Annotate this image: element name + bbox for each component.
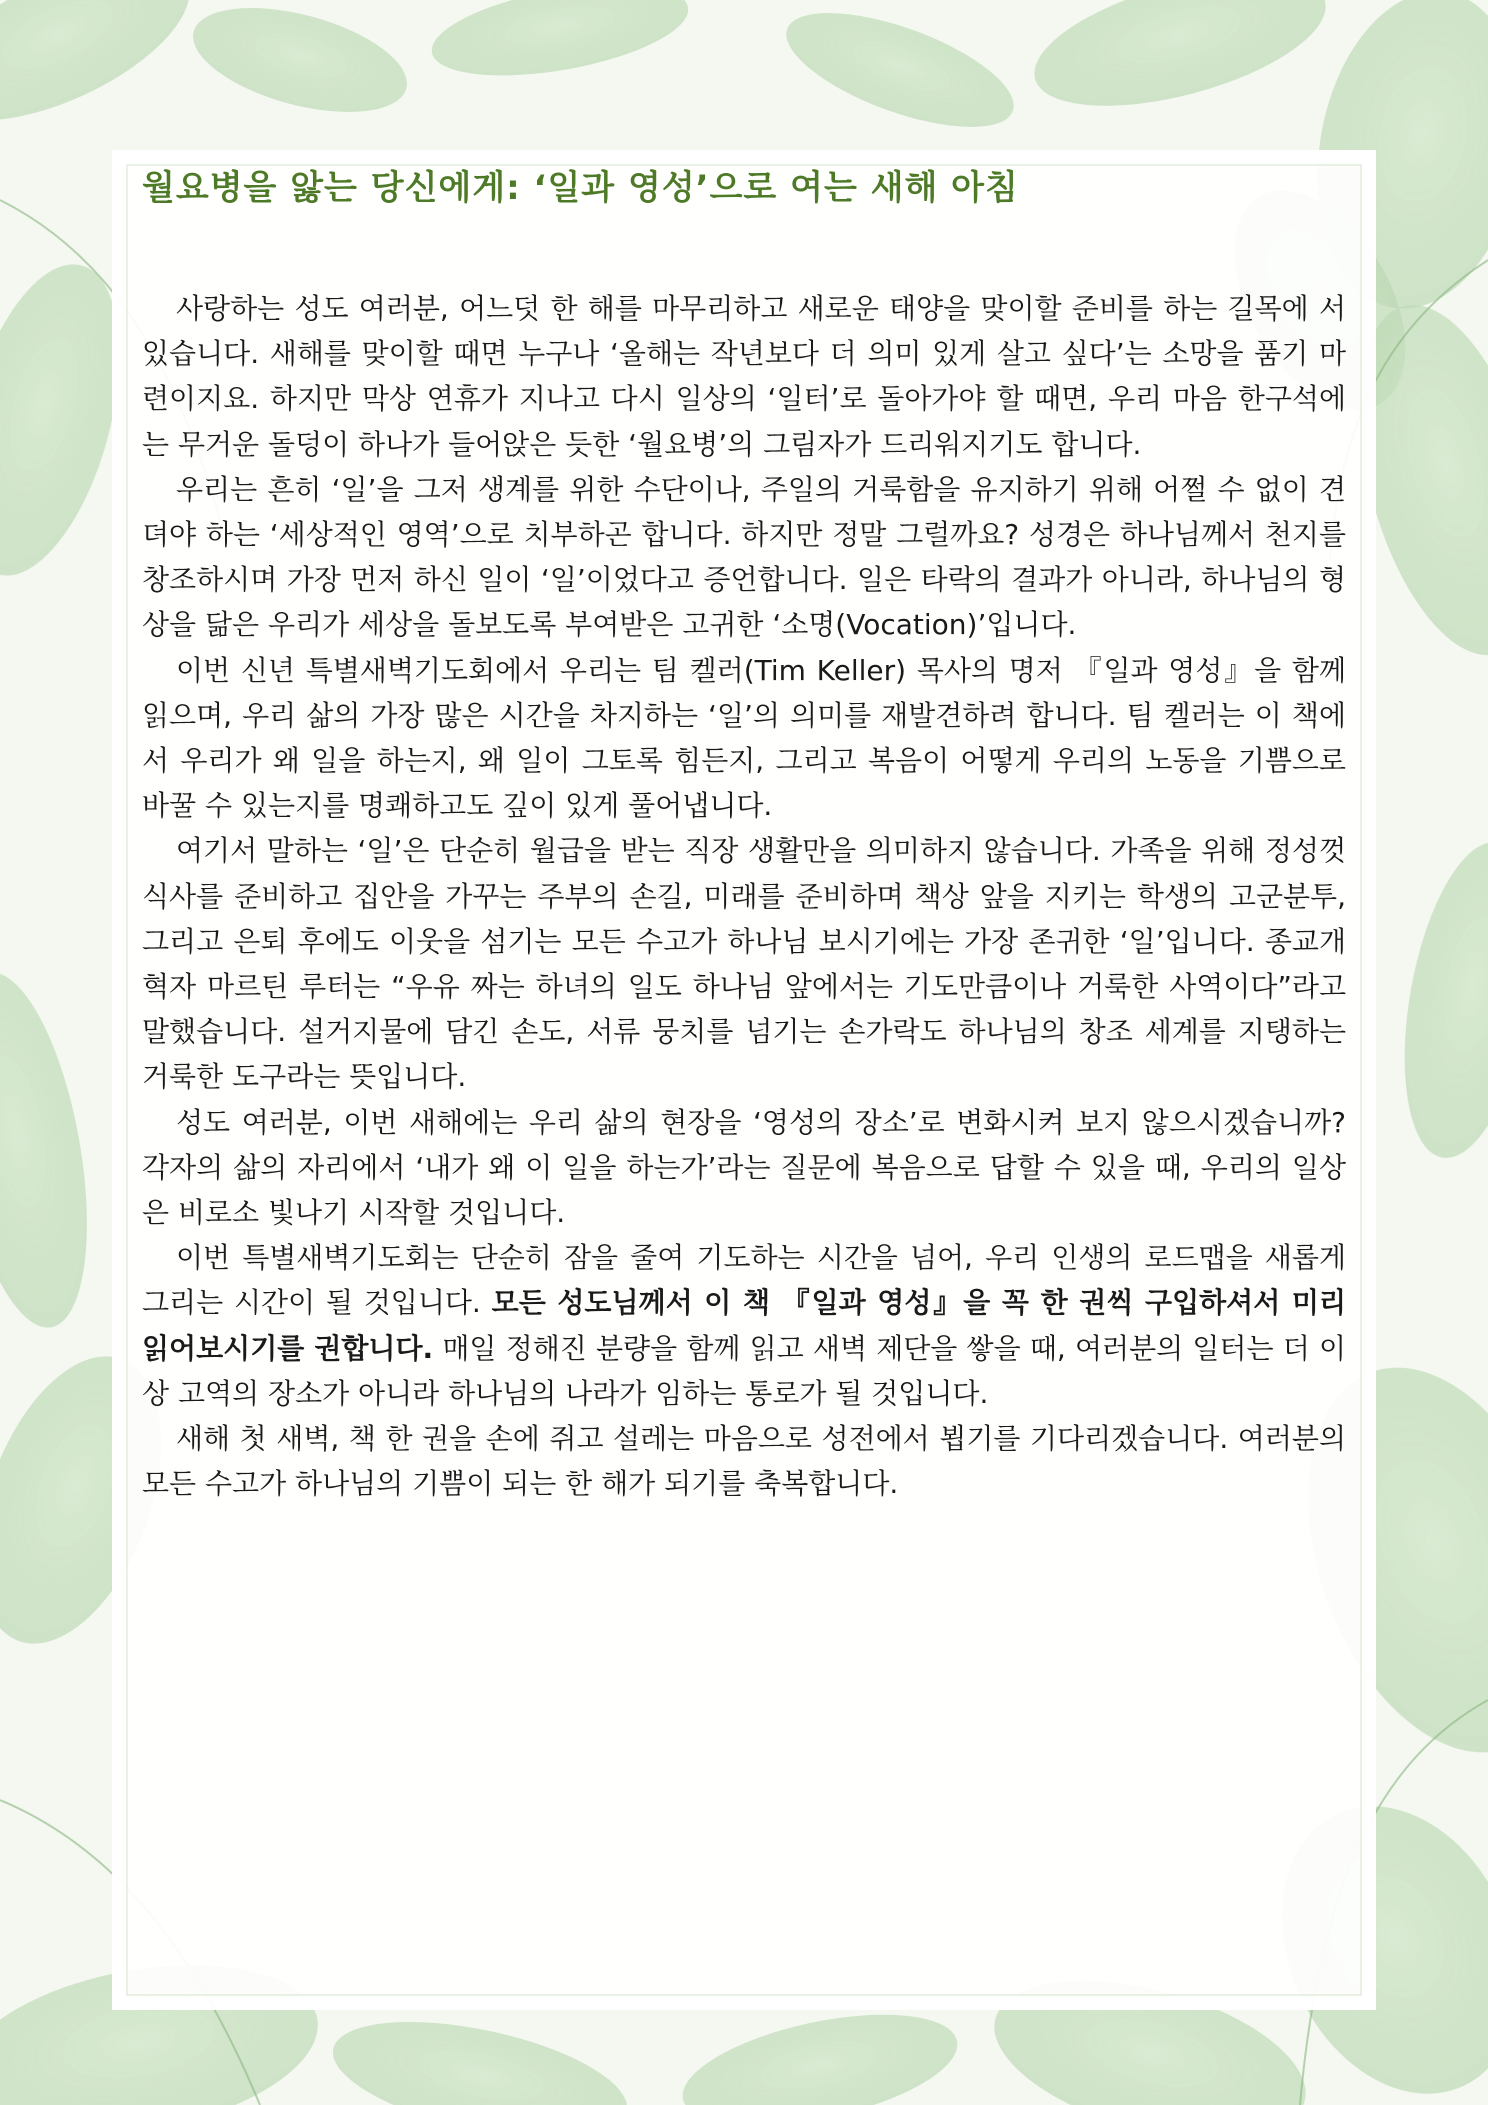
paragraph-5: 성도 여러분, 이번 새해에는 우리 삶의 현장을 ‘영성의 장소’로 변화시켜 보지 않으시겠습니까? 각자의 삶의 자리에서 ‘내가 왜 이 일을 하는가’라는 질문에 복음으로 답할 수 있을 때, 우리의 일상은 비로소 빛나기 시작할 것입니다.	[142, 1105, 1346, 1230]
paragraph-1: 사랑하는 성도 여러분, 어느덧 한 해를 마무리하고 새로운 태양을 맞이할 준비를 하는 길목에 서 있습니다. 새해를 맞이할 때면 누구나 ‘올해는 작년보다 더 의미 있게 살고 싶다’는 소망을 품기 마련이지요. 하지만 막상 연휴가 지나고 다시 일상의 ‘일터’로 돌아가야 할 때면, 우리 마음 한구석에는 무거운 돌덩이 하나가 들어앉은 듯한 ‘월요병’의 그림자가 드리워지기도 합니다.	[142, 292, 1346, 461]
article	[142, 158, 1346, 1506]
paragraph-7: 새해 첫 새벽, 책 한 권을 손에 쥐고 설레는 마음으로 성전에서 뵙기를 기다리겠습니다. 여러분의 모든 수고가 하나님의 기쁨이 되는 한 해가 되기를 축복합니다.	[142, 1422, 1346, 1501]
paragraph-6	[142, 1235, 1346, 1416]
paragraph-6-intro: 이번 특별새벽기도회는 단순히 잠을 줄여 기도하는 시간을 넘어, 우리 인생의 로드맵을 새롭게 그리는 시간이 될 것입니다.	[142, 1241, 1346, 1320]
article-title: 월요병을 앓는 당신에게: ‘일과 영성’으로 여는 새해 아침	[142, 168, 1019, 208]
paragraph-6-closing: 매일 정해진 분량을 함께 읽고 새벽 제단을 쌓을 때, 여러분의 일터는 더 이상 고역의 장소가 아니라 하나님의 나라가 임하는 통로가 될 것입니다.	[142, 1331, 1346, 1410]
article-body	[142, 286, 1346, 1506]
paragraph-4: 여기서 말하는 ‘일’은 단순히 월급을 받는 직장 생활만을 의미하지 않습니다. 가족을 위해 정성껏 식사를 준비하고 집안을 가꾸는 주부의 손길, 미래를 준비하며 책상 앞을 지키는 학생의 고군분투, 그리고 은퇴 후에도 이웃을 섬기는 모든 수고가 하나님 보시기에는 가장 존귀한 ‘일’입니다. 종교개혁자 마르틴 루터는 “우유 짜는 하녀의 일도 하나님 앞에서는 기도만큼이나 거룩한 사역이다”라고 말했습니다. 설거지물에 담긴 손도, 서류 뭉치를 넘기는 손가락도 하나님의 창조 세계를 지탱하는 거룩한 도구라는 뜻입니다.	[142, 834, 1346, 1094]
paragraph-2: 우리는 흔히 ‘일’을 그저 생계를 위한 수단이나, 주일의 거룩함을 유지하기 위해 어쩔 수 없이 견뎌야 하는 ‘세상적인 영역’으로 치부하곤 합니다. 하지만 정말 그럴까요? 성경은 하나님께서 천지를 창조하시며 가장 먼저 하신 일이 ‘일’이었다고 증언합니다. 일은 타락의 결과가 아니라, 하나님의 형상을 닮은 우리가 세상을 돌보도록 부여받은 고귀한 ‘소명(Vocation)’입니다.	[142, 472, 1346, 642]
paragraph-3: 이번 신년 특별새벽기도회에서 우리는 팀 켈러(Tim Keller) 목사의 명저 『일과 영성』을 함께 읽으며, 우리 삶의 가장 많은 시간을 차지하는 ‘일’의 의미를 재발견하려 합니다. 팀 켈러는 이 책에서 우리가 왜 일을 하는지, 왜 일이 그토록 힘든지, 그리고 복음이 어떻게 우리의 노동을 기쁨으로 바꿀 수 있는지를 명쾌하고도 깊이 있게 풀어냅니다.	[142, 653, 1346, 823]
book-recommendation: 모든 성도님께서 이 책 『일과 영성』을 꼭 한 권씩 구입하셔서 미리 읽어보시기를 권합니다.	[142, 1286, 1347, 1365]
